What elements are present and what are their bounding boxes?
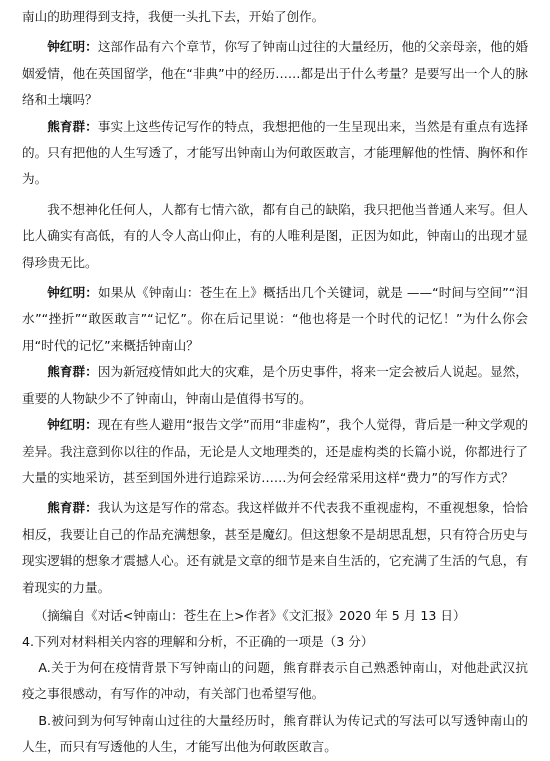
answer-text: 我认为这是写作的常态。我这样做并不代表我不重视虚构，不重视想象，恰恰相反，我要让自己的作品充满想象，甚至是魔幻。但这想象不是胡思乱想，只有符合历史与现实逻辑的想象才震撼人心。还有就是文章的细节是来自生活的，它充满了生活的气息，有着现实的力量。 <box>22 500 529 595</box>
answer-text: 事实上这些传记写作的特点，我想把他的一生呈现出来，当然是有重点有选择的。只有把他的人生写透了，才能写出钟南山为何敢医敢言，才能理解他的性情、胸怀和作为。 <box>22 118 529 187</box>
speaker-xiong-yuqun: 熊育群： <box>47 500 98 516</box>
source-citation: （摘编自《对话<钟南山：苍生在上>作者》《文汇报》2020 年 5 月 13 日） <box>34 607 466 623</box>
paragraph-answer-1 <box>22 114 528 193</box>
exam-question-4: 4.下列对材料相关内容的理解和分析，不正确的一项是（3 分） <box>22 633 374 649</box>
speaker-zhong-hongming: 钟红明： <box>47 39 98 55</box>
question-text: 如果从《钟南山：苍生在上》概括出几个关键词，就是 ——“时间与空间”“泪水”“挫折”“敢医敢言”“记忆”。你在后记里说：“他也将是一个时代的记忆！”为什么你会用“时代的记忆”来概括钟南山？ <box>22 285 529 353</box>
paragraph-question-2 <box>22 280 528 359</box>
answer-text: 因为新冠疫情如此大的灾难，是个历史事件，将来一定会被后人说起。显然，重要的人物缺少不了钟南山，钟南山是值得书写的。 <box>22 364 529 406</box>
speaker-xiong-yuqun: 熊育群： <box>47 118 98 134</box>
question-text: 这部作品有六个章节，你写了钟南山过往的大量经历，他的父亲母亲，他的婚姻爱情，他在英国留学，他在“非典”中的经历……都是出于什么考量？是要写出一个人的脉络和土壤吗？ <box>22 39 529 108</box>
option-a: A.关于为何在疫情背景下写钟南山的问题，熊育群表示自己熟悉钟南山，对他赴武汉抗疫之事很感动，有写作的冲动，有关部门也希望写他。 <box>22 659 528 702</box>
paragraph-answer-3 <box>22 495 528 601</box>
paragraph-question-1 <box>22 34 528 113</box>
paragraph-intro-end: 南山的助理得到支持，我便一头扎下去，开始了创作。 <box>22 9 325 24</box>
question-text: 现在有些人避用“报告文学”而用“非虚构”，我个人觉得，背后是一种文学观的差异。我注意到你以往的作品，无论是人文地理类的，还是虚构类的长篇小说，你都进行了大量的实地采访，甚至到国外进行追踪采访……为何会经常采用这样“费力”的写作方式？ <box>22 417 528 485</box>
paragraph-question-3 <box>22 412 528 491</box>
paragraph-answer-2 <box>22 359 528 412</box>
speaker-xiong-yuqun: 熊育群： <box>47 364 98 380</box>
option-b: B.被问到为何写钟南山过往的大量经历时，熊育群认为传记式的写法可以写透钟南山的人生，而只有写透他的人生，才能写出他为何敢医敢言。 <box>22 712 528 755</box>
speaker-zhong-hongming: 钟红明： <box>47 417 98 433</box>
paragraph-answer-1-continued: 我不想神化任何人，人都有七情六欲，都有自己的缺陷，我只把他当普通人来写。但人比人确实有高低，有的人令人高山仰止，有的人唯利是图，正因为如此，钟南山的出现才显得珍贵无比。 <box>22 201 528 270</box>
speaker-zhong-hongming: 钟红明： <box>47 285 98 301</box>
